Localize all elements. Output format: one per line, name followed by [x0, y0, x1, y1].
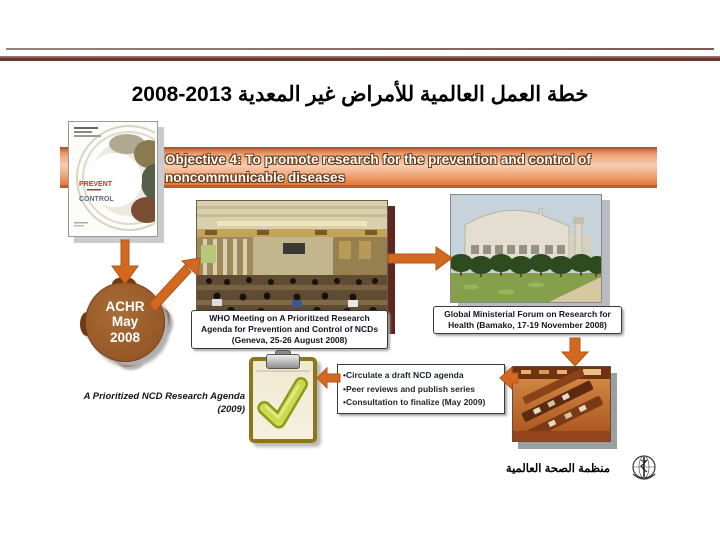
- who-name-arabic: منظمة الصحة العالمية: [505, 463, 610, 475]
- objective-banner-text: Objective 4: To promote research for the prevention and control of noncommunicable diseases: [165, 152, 591, 185]
- geneva-meeting-caption: WHO Meeting on A Prioritized Research Agenda for Prevention and Control of NCDs (Geneva, 25-26 August 2008): [191, 310, 388, 349]
- action-plan-book-cover: [68, 121, 158, 237]
- book-word-prevent: PREVENT: [79, 181, 113, 188]
- who-logo-icon: [630, 454, 658, 482]
- agenda-step: • Consultation to finalize (May 2009): [343, 396, 502, 410]
- checkmark-icon: [253, 373, 313, 435]
- agenda-step: • Peer reviews and publish series: [343, 383, 502, 397]
- geneva-meeting-photo: [196, 200, 388, 328]
- forum-building-illustration: [451, 195, 601, 302]
- bamako-forum-photo: [450, 194, 602, 303]
- achr-year: 2008: [109, 329, 141, 345]
- orange-session-illustration: [513, 367, 610, 441]
- orange-session-photo: [512, 366, 611, 442]
- arrow-meeting-to-forum: [388, 247, 452, 270]
- achr-org: ACHR: [105, 298, 145, 314]
- agenda-steps-list: [343, 369, 502, 410]
- meeting-room-illustration: [197, 201, 387, 327]
- book-word-control: CONTROL: [79, 196, 114, 203]
- bamako-forum-caption: Global Ministerial Forum on Research for Health (Bamako, 17-19 November 2008): [433, 306, 622, 334]
- achr-circle: [85, 282, 165, 362]
- agenda-output-label: A Prioritized NCD Research Agenda (2009): [83, 391, 245, 415]
- agenda-step: • Circulate a draft NCD agenda: [343, 369, 502, 383]
- footer: [506, 454, 658, 482]
- clipboard-clip: [266, 354, 300, 369]
- agenda-steps-box: [337, 364, 505, 414]
- book-cover-illustration: [69, 122, 155, 234]
- clipboard-paper-edge: [256, 370, 310, 372]
- top-rule-thin: [6, 48, 714, 50]
- achr-month: May: [111, 314, 139, 330]
- slide-title: خطة العمل العالمية للأمراض غير المعدية 2013-2008: [131, 83, 589, 106]
- achr-node: [85, 282, 165, 362]
- agenda-clipboard: [249, 357, 317, 443]
- arrow-forum-to-orange: [562, 338, 588, 366]
- top-rule-thick: [0, 56, 720, 61]
